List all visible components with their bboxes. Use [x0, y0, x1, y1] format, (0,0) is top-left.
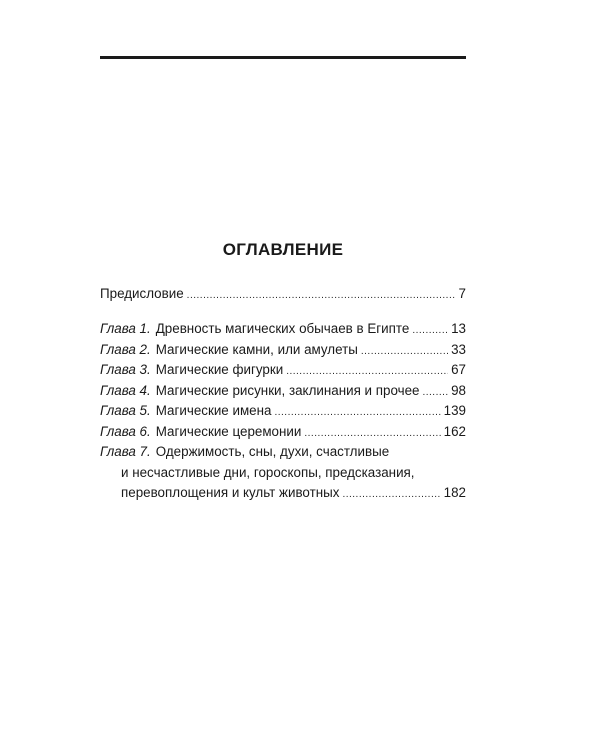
toc-entry-title: Магические рисунки, заклинания и прочее	[155, 382, 420, 398]
toc-entry-page: 67	[451, 362, 466, 377]
toc-entry-page: 162	[443, 423, 466, 439]
toc-entry-chapter-7[interactable]	[100, 442, 466, 504]
toc-preface	[100, 284, 466, 305]
toc-entry-page: 182	[443, 485, 466, 500]
toc-entry-chapter-1[interactable]	[100, 319, 466, 340]
toc-chapters	[100, 319, 466, 504]
toc-entry-title-line-3: перевоплощения и культ животных	[121, 485, 340, 500]
toc-entry-page: 139	[443, 403, 466, 418]
toc-entry-chapter-4[interactable]	[100, 381, 466, 402]
toc-entry-chapter-5[interactable]	[100, 401, 466, 422]
toc-entry-title-line-1: Одержимость, сны, духи, счастливые	[155, 444, 390, 459]
toc-entry-page: 7	[458, 286, 466, 301]
dot-leader	[274, 403, 440, 424]
toc-entry-title: Магические имена	[155, 403, 272, 418]
dot-leader	[422, 383, 448, 404]
toc-entry-title-line-2: и несчастливые дни, гороскопы, предсказания,	[121, 464, 415, 480]
toc-entry-page: 98	[451, 382, 466, 398]
chapter-label: Глава 2.	[100, 341, 151, 357]
dot-leader	[187, 286, 456, 307]
toc-entry-chapter-3[interactable]	[100, 360, 466, 381]
toc-entry-page: 33	[451, 341, 466, 357]
toc-entry-preface[interactable]	[100, 284, 466, 305]
toc-entry-page: 13	[451, 321, 466, 336]
dot-leader	[361, 342, 448, 363]
chapter-label: Глава 1.	[100, 321, 151, 336]
toc-entry-title: Предисловие	[100, 286, 184, 301]
dot-leader	[286, 362, 448, 383]
toc-entry-title: Магические фигурки	[155, 362, 284, 377]
toc-entry-title: Магические камни, или амулеты	[155, 341, 358, 357]
toc-entry-chapter-6[interactable]	[100, 422, 466, 443]
chapter-label: Глава 6.	[100, 423, 151, 439]
toc-entry-chapter-2[interactable]	[100, 340, 466, 361]
toc-entry-title: Древность магических обычаев в Египте	[155, 321, 410, 336]
dot-leader	[304, 424, 440, 445]
top-rule	[100, 56, 466, 59]
toc-entry-title: Магические церемонии	[155, 423, 302, 439]
dot-leader	[342, 485, 440, 506]
page-title: ОГЛАВЛЕНИЕ	[222, 240, 344, 259]
chapter-label: Глава 7.	[100, 444, 151, 459]
chapter-label: Глава 5.	[100, 403, 151, 418]
chapter-label: Глава 4.	[100, 382, 151, 398]
dot-leader	[412, 321, 448, 342]
chapter-label: Глава 3.	[100, 362, 151, 377]
